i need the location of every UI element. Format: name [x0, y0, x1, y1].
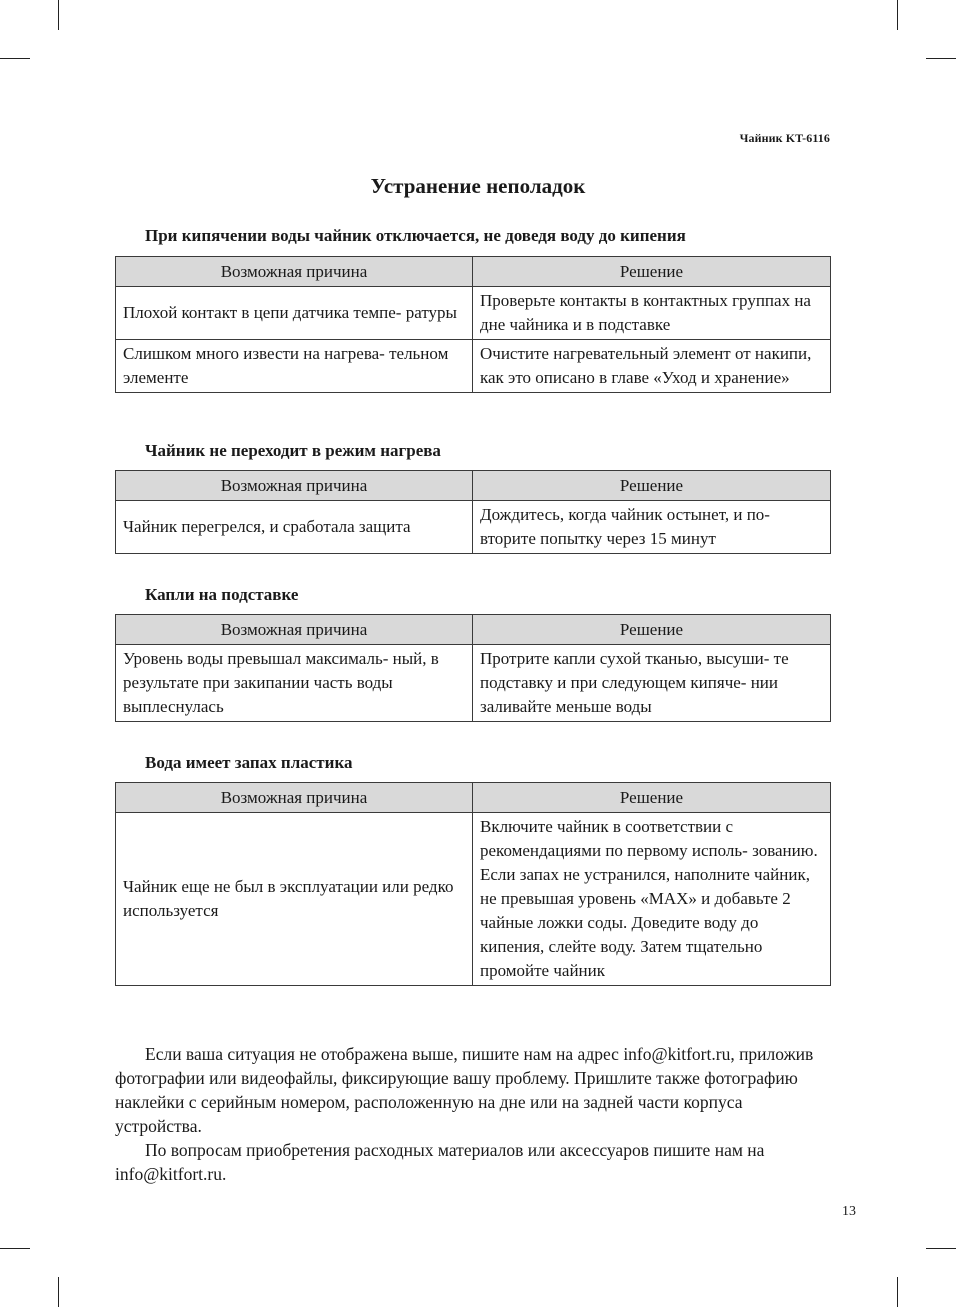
crop-mark	[926, 1248, 956, 1249]
cause-cell: Уровень воды превышал максималь- ный, в результате при закипании часть воды выплеснулась	[116, 645, 473, 722]
crop-mark	[58, 0, 59, 30]
column-header-cause: Возможная причина	[116, 257, 473, 287]
column-header-solution: Решение	[473, 783, 831, 813]
crop-mark	[897, 1277, 898, 1307]
cause-cell: Чайник еще не был в эксплуатации или редко используется	[116, 813, 473, 986]
section-title: Вода имеет запах пластика	[145, 753, 353, 772]
crop-mark	[897, 0, 898, 30]
page-title: Устранение неполадок	[370, 174, 586, 198]
table-header-row	[116, 471, 831, 501]
running-header: Чайник KT-6116	[739, 131, 830, 145]
troubleshooting-table	[115, 256, 831, 393]
section-title: Капли на подставке	[145, 585, 299, 604]
table-row	[116, 645, 831, 722]
section-title: Чайник не переходит в режим нагрева	[145, 441, 441, 460]
crop-mark	[58, 1277, 59, 1307]
solution-cell: Включите чайник в соответствии с рекомендациями по первому исполь- зованию. Если запах не устранился, наполните чайник, не превышая уровень «MAX» и добавьте 2 чайные ложки соды. Доведите воду до кипения, слейте воду. Затем тщательно промойте чайник	[473, 813, 831, 986]
table-row	[116, 501, 831, 554]
solution-cell: Очистите нагревательный элемент от накипи, как это описано в главе «Уход и хранение»	[473, 340, 831, 393]
solution-cell: Дождитесь, когда чайник остынет, и по- вторите попытку через 15 минут	[473, 501, 831, 554]
crop-mark	[0, 58, 30, 59]
crop-mark	[0, 1248, 30, 1249]
contact-paragraph	[115, 1042, 830, 1138]
column-header-cause: Возможная причина	[116, 783, 473, 813]
table-row	[116, 340, 831, 393]
accessories-paragraph	[115, 1138, 830, 1186]
accessories-paragraph-text: По вопросам приобретения расходных материалов или аксессуаров пишите нам на info@kitfort.ru.	[115, 1140, 765, 1184]
troubleshooting-table	[115, 782, 831, 986]
table-header-row	[116, 615, 831, 645]
crop-mark	[926, 58, 956, 59]
cause-cell: Плохой контакт в цепи датчика темпе- ратуры	[116, 287, 473, 340]
column-header-solution: Решение	[473, 615, 831, 645]
column-header-solution: Решение	[473, 471, 831, 501]
cause-cell: Чайник перегрелся, и сработала защита	[116, 501, 473, 554]
column-header-cause: Возможная причина	[116, 471, 473, 501]
section-title: При кипячении воды чайник отключается, не доведя воду до кипения	[145, 226, 686, 245]
page-number: 13	[842, 1204, 856, 1219]
table-row	[116, 287, 831, 340]
column-header-cause: Возможная причина	[116, 615, 473, 645]
solution-cell: Проверьте контакты в контактных группах на дне чайника и в подставке	[473, 287, 831, 340]
solution-cell: Протрите капли сухой тканью, высуши- те подставку и при следующем кипяче- нии заливайте меньше воды	[473, 645, 831, 722]
troubleshooting-table	[115, 470, 831, 554]
table-header-row	[116, 783, 831, 813]
column-header-solution: Решение	[473, 257, 831, 287]
troubleshooting-table	[115, 614, 831, 722]
table-row	[116, 813, 831, 986]
contact-paragraph-text: Если ваша ситуация не отображена выше, пишите нам на адрес info@kitfort.ru, приложив фотографии или видеофайлы, фиксирующие вашу проблему. Пришлите также фотографию наклейки с серийным номером, расположенную на дне или на задней части корпуса устройства.	[115, 1044, 814, 1136]
cause-cell: Слишком много извести на нагрева- тельном элементе	[116, 340, 473, 393]
table-header-row	[116, 257, 831, 287]
